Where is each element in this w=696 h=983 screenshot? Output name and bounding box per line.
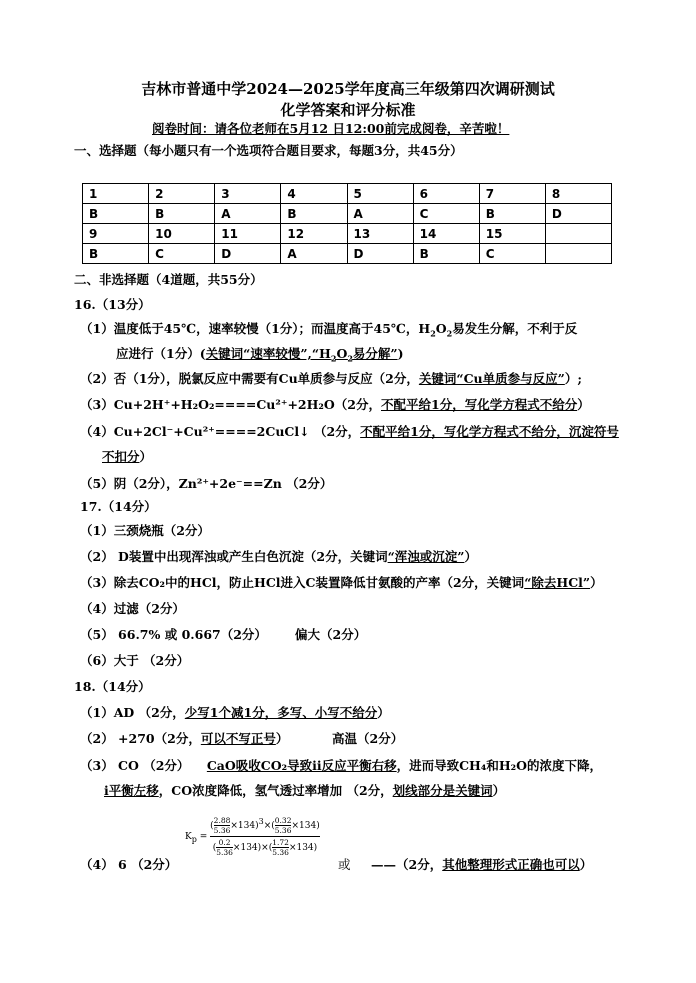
q18-answer-2: （2） +270（2分，可以不写正号） [80,731,289,746]
table-cell: B [413,244,479,264]
table-cell: D [347,244,413,264]
q17-answer-2: （2） D装置中出现浑浊或产生白色沉淀（2分，关键词“浑浊或沉淀”） [80,549,477,564]
kp-fraction [210,816,320,857]
table-cell: D [215,244,281,264]
table-cell: C [479,244,545,264]
q16-answer-4: （4）Cu+2Cl⁻+Cu²⁺====2CuCl↓ （2分，不配平给1分，写化学方程式不给分，沉淀符号 [80,424,619,439]
answer-table [82,183,612,264]
q18-title: 18.（14分） [74,679,151,694]
page-title: 吉林市普通中学2024—2025学年度高三年级第四次调研测试 [141,80,555,98]
q17-answer-5b: 偏大（2分） [295,627,367,642]
table-cell: 5 [347,184,413,204]
section1-heading: 一、选择题（每小题只有一个选项符合题目要求，每题3分，共45分） [74,143,463,158]
table-cell: 10 [149,224,215,244]
q17-title: 17.（14分） [80,499,157,514]
q16-answer-3: （3）Cu+2H⁺+H₂O₂====Cu²⁺+2H₂O（2分，不配平给1分，写化学方程式不给分） [80,397,590,412]
table-cell: B [281,204,347,224]
q16-answer-2: （2）否（1分），脱氯反应中需要有Cu单质参与反应（2分，关键词“Cu单质参与反应”）; [80,371,582,386]
table-cell: B [83,244,149,264]
table-cell: B [149,204,215,224]
table-cell [545,224,611,244]
table-cell: B [479,204,545,224]
q18-answer-3-cont: i平衡左移，CO浓度降低，氢气透过率增加 （2分，划线部分是关键词） [104,783,506,798]
table-cell: 3 [215,184,281,204]
table-cell: 8 [545,184,611,204]
q18-answer-2b: 高温（2分） [332,731,404,746]
table-cell: 14 [413,224,479,244]
table-cell: 4 [281,184,347,204]
q17-answer-5: （5） 66.7% 或 0.667（2分） [80,627,267,642]
table-row [83,244,612,264]
table-cell: B [83,204,149,224]
kp-symbol: $K_p$ [185,832,197,844]
q16-answer-1-cont: 应进行（1分）(关键词“速率较慢$”,“H_2O_2$易分解”) [116,346,404,364]
q18-answer-4: （4） 6 （2分） [80,857,178,872]
q16-answer-5: （5）阴（2分），Zn²⁺+2e⁻==Zn （2分） [80,476,333,491]
table-cell: 15 [479,224,545,244]
table-cell: A [347,204,413,224]
q18-answer-3: （3） CO （2分） CaO吸收CO₂导致ii反应平衡右移，进而导致CH₄和H₂O的浓度下降， [80,758,603,773]
table-cell: D [545,204,611,224]
q16-answer-1: （1）温度低于45℃，速率较慢（1分）；而温度高于45℃，$H_2O_2$易发生分解，不利于反 [80,321,578,339]
table-cell: A [281,244,347,264]
q17-answer-6: （6）大于 （2分） [80,653,190,668]
q18-answer-4-note: ——（2分，其他整理形式正确也可以） [371,857,593,872]
table-cell: 1 [83,184,149,204]
table-cell [545,244,611,264]
q17-answer-4: （4）过滤（2分） [80,601,185,616]
table-cell: 9 [83,224,149,244]
table-cell: A [215,204,281,224]
kp-denominator: ( $\frac{0.2}{5.36}$ ×134)×( $\frac{1.72}{5.36}$ ×134) [212,838,318,857]
q16-answer-4-cont: 不扣分） [102,449,153,464]
q16-title: 16.（13分） [74,297,151,312]
table-cell: 2 [149,184,215,204]
table-cell: 11 [215,224,281,244]
table-cell: C [413,204,479,224]
table-cell: 12 [281,224,347,244]
table-row [83,224,612,244]
table-row [83,184,612,204]
page-subtitle: 化学答案和评分标准 [280,101,416,119]
table-cell: 7 [479,184,545,204]
section2-heading: 二、非选择题（4道题，共55分） [74,272,263,287]
table-cell: C [149,244,215,264]
kp-formula: $K_p$ = ( $\frac{2.88}{5.36}$ ×134)$^3$×( $\frac{0.32}{5.36}$ ×134) ( $\frac{0.2}{5.36}$ ×134)×( $\frac{1.72}{5.36}$ ×134) [185,816,320,857]
q18-answer-1: （1）AD （2分，少写1个减1分，多写、小写不给分） [80,705,390,720]
table-cell: 13 [347,224,413,244]
table-row [83,204,612,224]
grading-notice: 阅卷时间：请各位老师在5月12 日12:00前完成阅卷，辛苦啦！ [152,121,510,136]
q17-answer-3: （3）除去CO₂中的HCl，防止HCl进入C装置降低甘氨酸的产率（2分，关键词“除去HCl”） [80,575,603,590]
kp-numerator: ( $\frac{2.88}{5.36}$ ×134)$^3$×( $\frac{0.32}{5.36}$ ×134) [210,816,320,835]
q18-answer-4-or: 或 [338,857,351,872]
table-cell: 6 [413,184,479,204]
q17-answer-1: （1）三颈烧瓶（2分） [80,523,210,538]
